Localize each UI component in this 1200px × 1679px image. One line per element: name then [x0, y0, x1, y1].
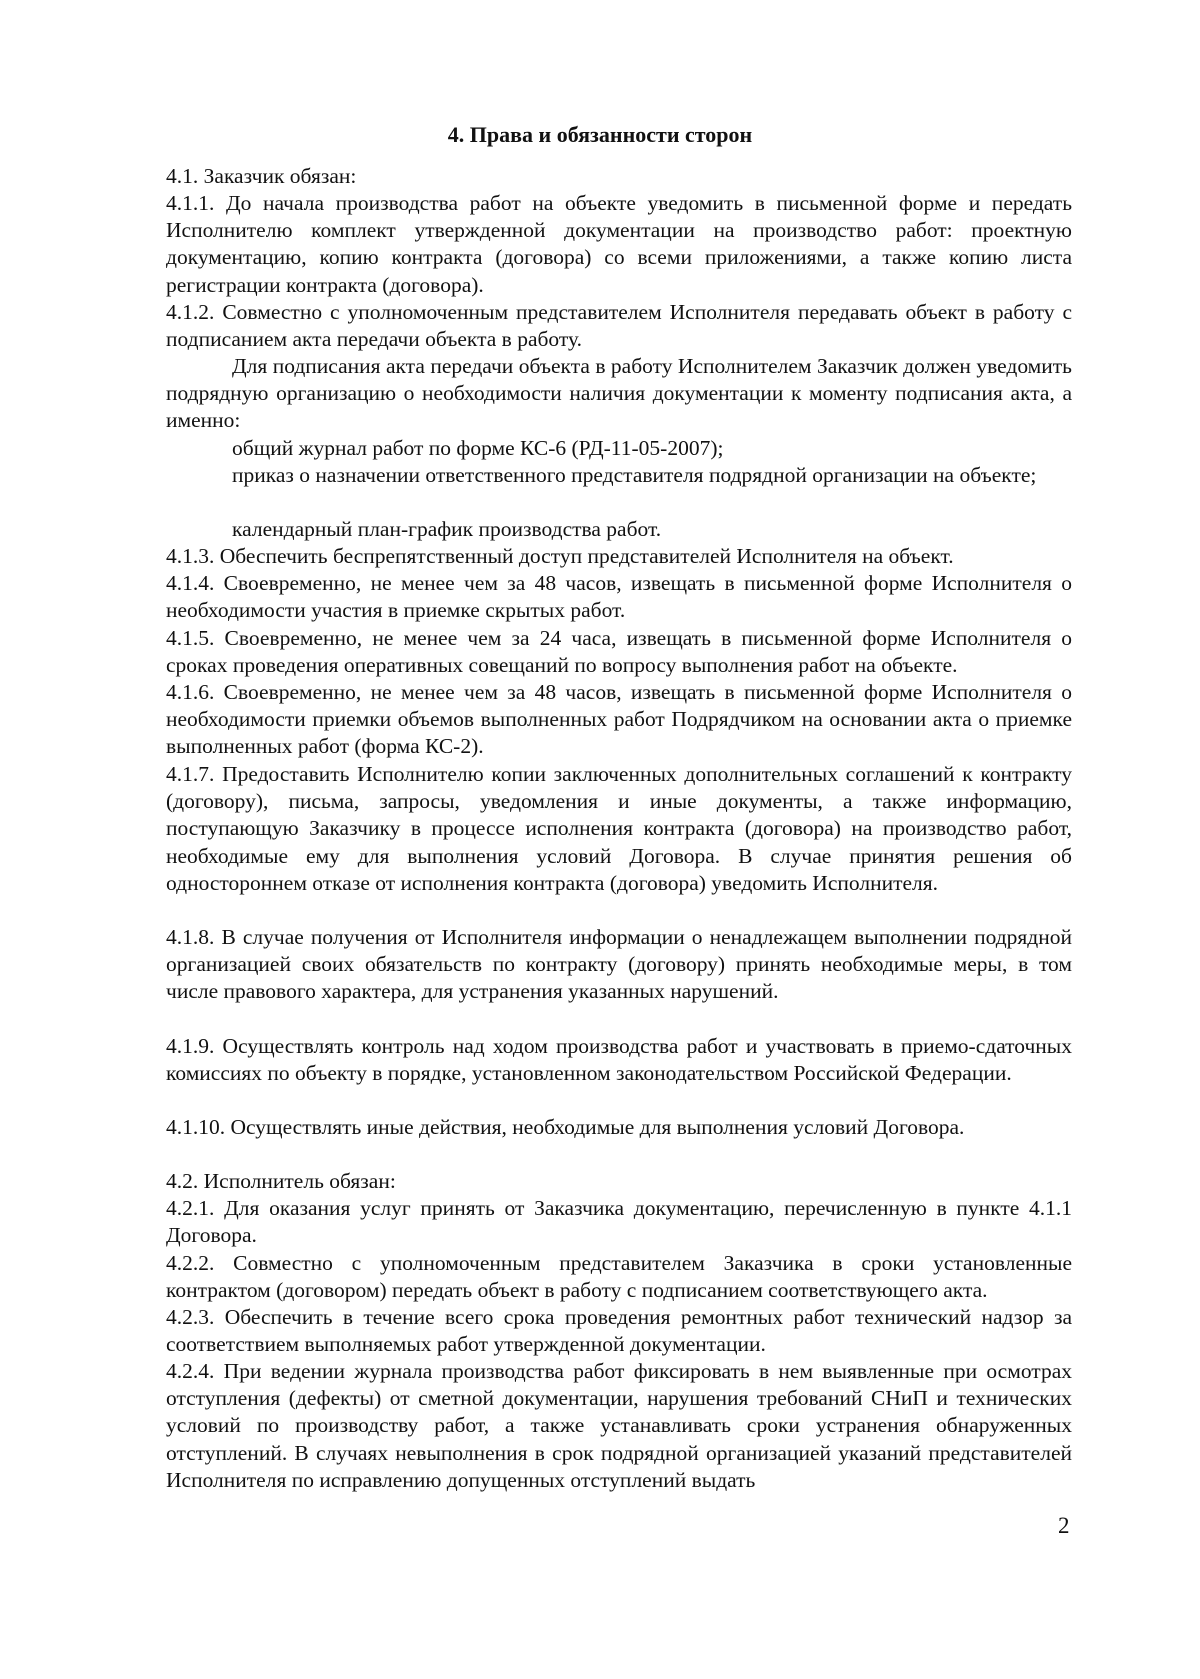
- section-4-2-heading: 4.2. Исполнитель обязан:: [166, 1169, 396, 1193]
- list-item-schedule: календарный план-график производства работ.: [232, 517, 662, 541]
- section-4-1-heading: 4.1. Заказчик обязан:: [166, 164, 357, 188]
- clause-4-1-10: 4.1.10. Осуществлять иные действия, необходимые для выполнения условий Договора.: [166, 1115, 965, 1139]
- clause-4-1-5: 4.1.5. Своевременно, не менее чем за 24 часа, извещать в письменной форме Исполнителя о сроках проведения оперативных совещаний по вопросу выполнения работ на объекте.: [166, 626, 1072, 678]
- list-item-order: приказ о назначении ответственного представителя подрядной организации на объекте;: [232, 463, 1037, 487]
- clause-4-1-3: 4.1.3. Обеспечить беспрепятственный доступ представителей Исполнителя на объект.: [166, 544, 954, 568]
- clause-4-1-2: 4.1.2. Совместно с уполномоченным представителем Исполнителя передавать объект в работу с подписанием акта передачи объекта в работу.: [166, 300, 1072, 352]
- clause-4-1-8: 4.1.8. В случае получения от Исполнителя информации о ненадлежащем выполнении подрядной организацией своих обязательств по контракту (договору) принять необходимые меры, в том числе правового характера, для устранения указанных нарушений.: [166, 925, 1072, 1004]
- section-title: 4. Права и обязанности сторон: [447, 122, 753, 147]
- clause-4-1-7: 4.1.7. Предоставить Исполнителю копии заключенных дополнительных соглашений к контракту (договору), письма, запросы, уведомления и иные документы, а также информацию, поступающую Заказчику в процессе исполнения контракта (договора) на производство работ, необходимые ему для выполнения условий Договора. В случае принятия решения об одностороннем отказе от исполнения контракта (договора) уведомить Исполнителя.: [166, 762, 1072, 895]
- clause-4-2-2: 4.2.2. Совместно с уполномоченным представителем Заказчика в сроки установленные контрактом (договором) передать объект в работу с подписанием соответствующего акта.: [166, 1251, 1072, 1303]
- clause-4-1-4: 4.1.4. Своевременно, не менее чем за 48 часов, извещать в письменной форме Исполнителя о необходимости участия в приемке скрытых работ.: [166, 571, 1072, 623]
- list-item-journal: общий журнал работ по форме КС-6 (РД-11-05-2007);: [232, 436, 724, 460]
- clause-4-1-2-note: Для подписания акта передачи объекта в работу Исполнителем Заказчик должен уведомить подрядную организацию о необходимости наличия документации к моменту подписания акта, а именно:: [166, 354, 1072, 433]
- clause-4-1-1: 4.1.1. До начала производства работ на объекте уведомить в письменной форме и передать Исполнителю комплект утвержденной документации на производство работ: проектную документацию, копию контракта (договора) со всеми приложениями, а также копию листа регистрации контракта (договора).: [166, 191, 1072, 297]
- page-number: 2: [1058, 1513, 1070, 1538]
- clause-4-2-3: 4.2.3. Обеспечить в течение всего срока проведения ремонтных работ технический надзор за соответствием выполняемых работ утвержденной документации.: [166, 1305, 1072, 1357]
- clause-4-1-6: 4.1.6. Своевременно, не менее чем за 48 часов, извещать в письменной форме Исполнителя о необходимости приемки объемов выполненных работ Подрядчиком на основании акта о приемке выполненных работ (форма КС-2).: [166, 680, 1072, 759]
- clause-4-2-4: 4.2.4. При ведении журнала производства работ фиксировать в нем выявленные при осмотрах отступления (дефекты) от сметной документации, нарушения требований СНиП и технических условий по производству работ, а также устанавливать сроки устранения обнаруженных отступлений. В случаях невыполнения в срок подрядной организацией указаний представителей Исполнителя по исправлению допущенных отступлений выдать: [166, 1359, 1072, 1492]
- clause-4-2-1: 4.2.1. Для оказания услуг принять от Заказчика документацию, перечисленную в пункте 4.1.1 Договора.: [166, 1196, 1072, 1248]
- clause-4-1-9: 4.1.9. Осуществлять контроль над ходом производства работ и участвовать в приемо-сдаточных комиссиях по объекту в порядке, установленном законодательством Российской Федерации.: [166, 1034, 1072, 1086]
